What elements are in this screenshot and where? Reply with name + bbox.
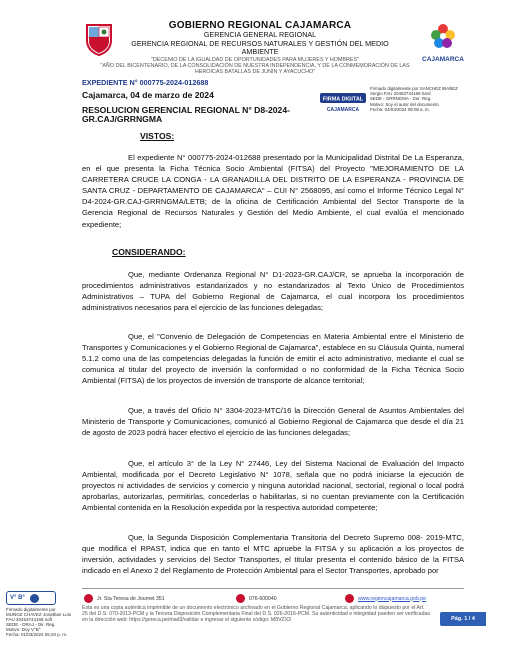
resolution-line-1: RESOLUCION GERENCIAL REGIONAL N° D8-2024- [82, 105, 290, 115]
vb-line: Motivo: Doy V°B° [6, 627, 41, 633]
resolution-line-2: GR.CAJ/GRRNGMA [82, 113, 163, 124]
firma-line: Sergio FAU 20453744168 hard [370, 91, 431, 97]
vb-line: FAU 20453744168 soft [6, 617, 53, 623]
expediente-number: EXPEDIENTE N° 000775-2024-012688 [82, 78, 209, 87]
header-subtitle-1: GERENCIA GENERAL REGIONAL [203, 30, 317, 39]
location-pin-icon [84, 594, 93, 603]
firma-line: SEDE - GRRNGMA - Ger. Reg. [370, 96, 432, 102]
address-text: Jr. Sta Teresa de Journet 351 [97, 595, 165, 602]
footer-phone [236, 594, 277, 603]
phone-text: 076-600040 [249, 595, 277, 602]
footer-website [345, 594, 426, 603]
header-subtitle-2: GERENCIA REGIONAL DE RECURSOS NATURALES Y GESTIÓN DEL MEDIO AMBIENTE [131, 38, 389, 56]
vistos-heading: VISTOS: [140, 131, 175, 141]
cajamarca-logo [418, 22, 468, 62]
considerando-paragraph-2: Que, el "Convenio de Delegación de Competencias en Materia Ambiental entre el Ministerio de Transportes y Comunicaciones y el Gobierno Regional de Cajamarca", establece en su Cláusula Quinta, numeral 5.1.2 como una de las competencias delegadas la función de emitir el acto administrativo, mediante el cual se comunica al titular del proyecto de inversión la conformidad o no conformidad de la Ficha Técnica Socio Ambiental (FITSA) de los proyectos de inversión de transporte de alcance territorial; [82, 332, 464, 386]
header-titles [120, 20, 400, 57]
header-title: GOBIERNO REGIONAL CAJAMARCA [168, 20, 352, 31]
decade-line-2: "AÑO DEL BICENTENARIO, DE LA CONSOLIDACIÓN DE NUESTRA INDEPENDENCIA, Y DE LA CONMEMORACIÓN DE LAS HEROICAS BATALLAS DE JUNÍN Y AYACUCHO" [100, 63, 410, 76]
peru-crest-icon [84, 22, 114, 56]
firma-line: Firmado digitalmente por SANCHEZ IBAÑEZ [370, 86, 458, 91]
considerando-paragraph-5: Que, la Segunda Disposición Complementaria Transitoria del Decreto Supremo 008- 2019-MTC, que modifica el RPAST, indica que en tanto el MTC apruebe la FITSA y su aplicación a los proyectos de inversión, actividades y servicios del Sector Transportes, el titular presenta el contenido básico de la FITSA indicado en el Anexo 2 del Reglamento de Protección Ambiental para el Sector Transportes, aprobado por [82, 533, 464, 576]
footer-address [84, 594, 165, 603]
firma-line: Motivo: Soy el autor del documento [370, 101, 439, 107]
firma-logo-top-text: FIRMA DIGITAL [322, 96, 364, 103]
document-date: Cajamarca, 04 de marzo de 2024 [82, 90, 214, 100]
considerando-paragraph-3: Que, a través del Oficio N° 3304-2023-MTC/16 la Dirección General de Asuntos Ambientales del Ministerio de Transporte y Comunicaciones, comunicó al Gobierno Regional de Cajamarca que desde el día 21 de agosto de 2023 podrá hacer efectivo el ejercicio de las funciones delegadas; [82, 406, 464, 438]
resolution-number [82, 106, 302, 123]
page-indicator: Pág. 1 / 4 [440, 612, 486, 626]
check-seal-icon [30, 594, 39, 603]
firma-logo-bottom-text: CAJAMARCA [326, 107, 360, 113]
considerando-paragraph-4: Que, el artículo 3° de la Ley N° 27446, Ley del Sistema Nacional de Evaluación del Impacto Ambiental, modificada por el Decreto Legislativo N° 1078, señala que no podrá iniciarse la ejecución de proyectos ni actividades de servicios y comercio y ninguna autoridad nacional, sectorial, regional o local podrá aprobarlas, autorizarlas, permitirlas, concederlas o habilitarlas, si no cuentan previamente con la Certificación Ambiental contenida en la Resolución expedida por la respectiva autoridad competente; [82, 459, 464, 513]
vb-line: Firmado digitalmente por [6, 607, 56, 612]
website-link[interactable]: www.regioncajamarca.gob.pe [358, 595, 427, 602]
firma-digital-logo [320, 87, 366, 117]
cajamarca-logo-label: CAJAMARCA [422, 56, 464, 63]
decade-slogan [90, 57, 420, 76]
visto-bueno-signature [6, 607, 78, 638]
vb-line: MUÑOZ CHAVEZ Jonathan Luis [6, 612, 71, 618]
authenticity-note: Esta es una copia auténtica imprimible de un documento electrónico archivado en el Gobierno Regional Cajamarca, aplicando lo dispuesto por el Art. 25 del D.S. 070-2013-PCM y la Tercera Disposición Complementaria Final del D.S. 026-2016-PCM. Su autenticidad e integridad pueden ser verificadas en la dirección web: https://goreca.pe/mad3/validar e ingresar el siguiente código: M8VZX3 [82, 605, 430, 624]
footer-divider [82, 588, 464, 589]
visto-bueno-badge [6, 591, 56, 605]
phone-icon [236, 594, 245, 603]
considerando-heading: CONSIDERANDO: [112, 247, 186, 257]
firma-digital-details [370, 86, 490, 112]
visto-bueno-label: V° B° [10, 595, 25, 601]
globe-icon [345, 594, 354, 603]
decade-line-1: "DECENIO DE LA IGUALDAD DE OPORTUNIDADES PARA MUJERES Y HOMBRES" [150, 57, 360, 63]
document-meta [82, 78, 302, 123]
vb-line: Fecha: 01/03/2024 05:20 p. m. [6, 632, 68, 638]
cajamarca-flower-icon [428, 22, 458, 50]
firma-line: Fecha: 04/03/2024 08:08 a. m. [370, 106, 430, 112]
vb-line: SEDE - DRAJ - Dir. Reg. [6, 622, 56, 628]
vistos-paragraph: El expediente N° 000775-2024-012688 presentado por la Municipalidad Distrital De La Esperanza, en el que presenta la Ficha Técnica Socio Ambiental (FITSA) del Proyecto "MEJORAMIENTO DE LA CARRETERA CRUCE LA CONGA - LA GRANADILLA DEL DISTRITO DE LA ESPERANZA - PROVINCIA DE SANTA CRUZ - DEPARTAMENTO DE CAJAMARCA" – CUI N° 2568095, así como el Informe Técnico Legal N° D4-2024-GR.CAJ-GRRNGMA/LETB; de la oficina de Certificación Ambiental del Sector Transporte de la Gerencia Regional de Recursos Naturales y Gestión del Medio Ambiente, el cual evalúa el mencionado expediente; [82, 153, 464, 229]
considerando-paragraph-1: Que, mediante Ordenanza Regional N° D1-2023-GR.CAJ/CR, se aprueba la incorporación de procedimientos administrativos estandarizados y no estandarizados al Texto Único de Procedimientos Administrativos – TUPA del Gobierno Regional de Cajamarca, el cual incorpora los procedimientos administrativos necesarios para el ejercicio de las funciones delegadas; [82, 270, 464, 313]
